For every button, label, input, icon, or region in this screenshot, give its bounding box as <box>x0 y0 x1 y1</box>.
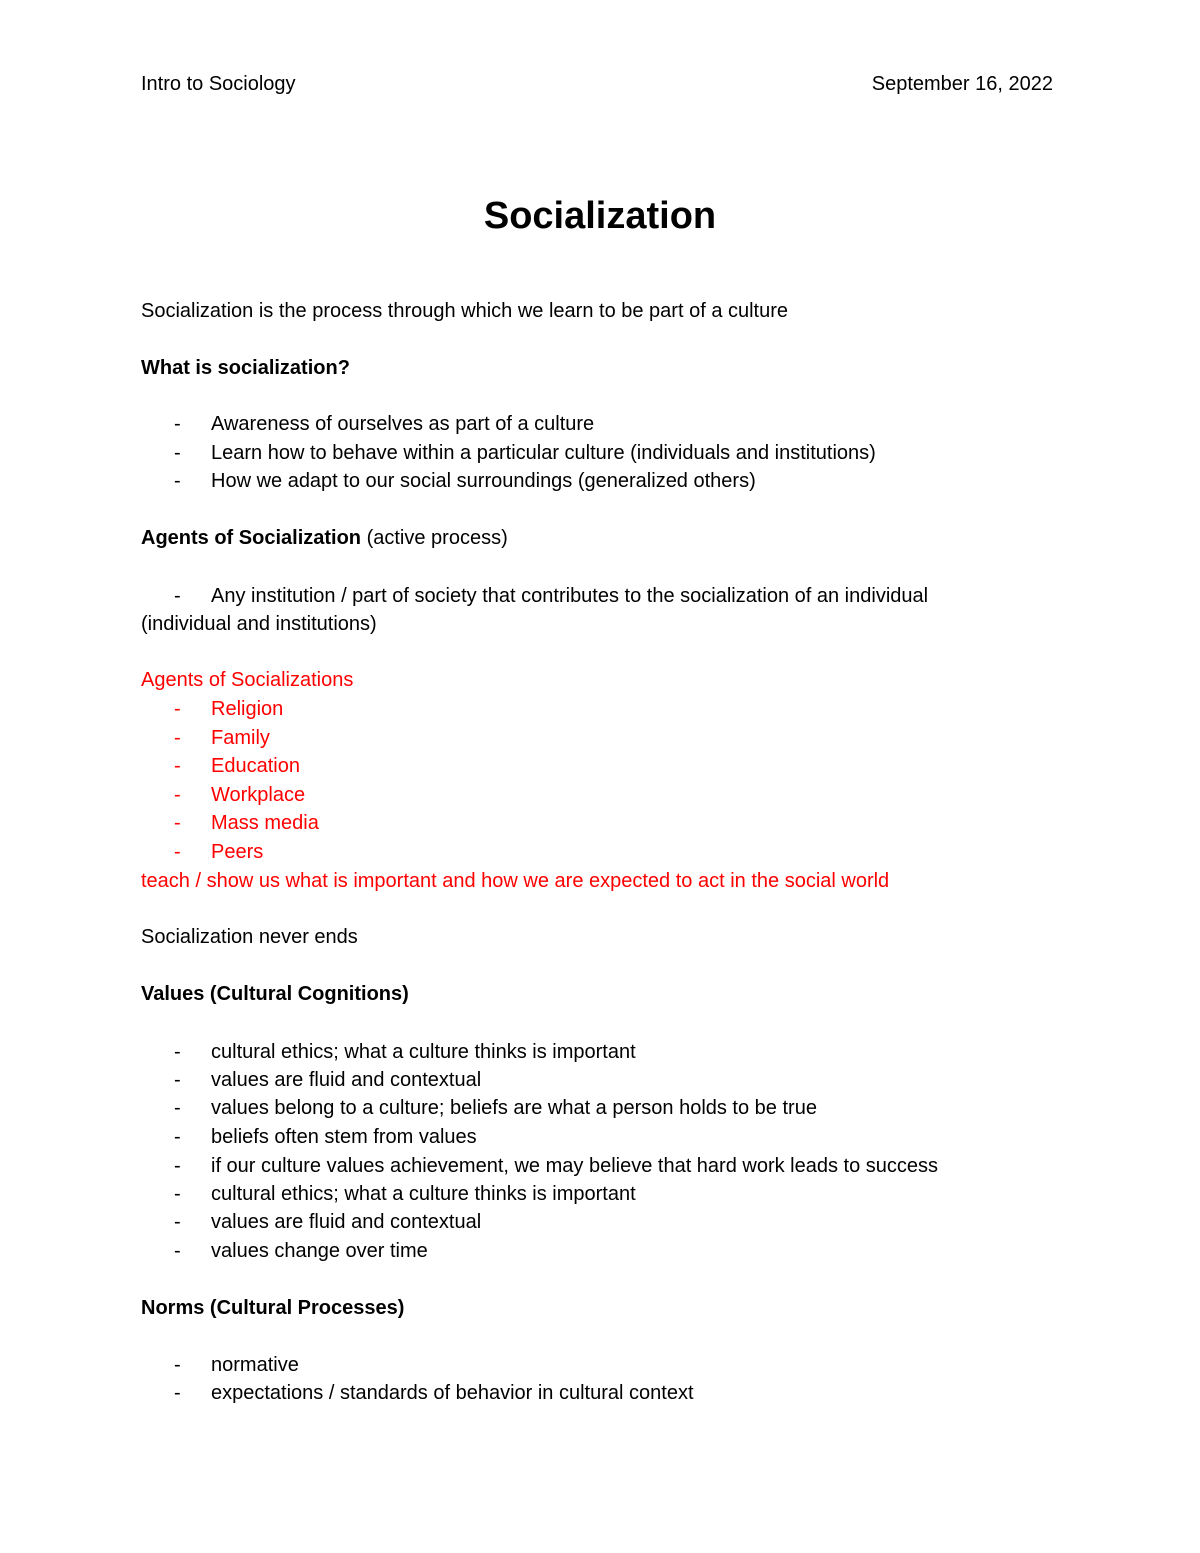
bullet-dash: - <box>174 841 181 863</box>
list-item-text: values belong to a culture; beliefs are what a person holds to be true <box>211 1097 817 1119</box>
list-item-text: values change over time <box>211 1240 428 1262</box>
agent-item: Mass media <box>211 812 319 834</box>
bullet-dash: - <box>174 1126 181 1148</box>
list-item-text: expectations / standards of behavior in cultural context <box>211 1382 694 1404</box>
agents-summary: teach / show us what is important and how we are expected to act in the social world <box>141 870 890 892</box>
bullet-dash: - <box>174 1155 181 1177</box>
bullet-dash: - <box>174 1069 181 1091</box>
bullet-dash: - <box>174 442 181 464</box>
list-item-continuation: (individual and institutions) <box>141 613 377 635</box>
bullet-dash: - <box>174 1382 181 1404</box>
bullet-dash: - <box>174 470 181 492</box>
bullet-dash: - <box>174 784 181 806</box>
bullet-dash: - <box>174 755 181 777</box>
bullet-dash: - <box>174 1354 181 1376</box>
list-item-text: Awareness of ourselves as part of a culture <box>211 413 595 435</box>
list-item-text: Learn how to behave within a particular culture (individuals and institutions) <box>211 442 876 464</box>
section-heading-what-is: What is socialization? <box>141 357 350 379</box>
section-heading-norms: Norms (Cultural Processes) <box>141 1297 405 1319</box>
bullet-dash: - <box>174 1183 181 1205</box>
list-item-text: cultural ethics; what a culture thinks is important <box>211 1041 636 1063</box>
agent-item: Religion <box>211 698 284 720</box>
never-ends-paragraph: Socialization never ends <box>141 926 358 948</box>
bullet-dash: - <box>174 1240 181 1262</box>
list-item-text: cultural ethics; what a culture thinks is important <box>211 1183 636 1205</box>
list-item-text: How we adapt to our social surroundings (generalized others) <box>211 470 756 492</box>
bullet-dash: - <box>174 413 181 435</box>
list-item-text: if our culture values achievement, we may believe that hard work leads to success <box>211 1155 939 1177</box>
list-item-text: beliefs often stem from values <box>211 1126 477 1148</box>
section-heading-values: Values (Cultural Cognitions) <box>141 983 409 1005</box>
agent-item: Education <box>211 755 300 777</box>
list-item-text: values are fluid and contextual <box>211 1211 482 1233</box>
bullet-dash: - <box>174 698 181 720</box>
list-item-text: values are fluid and contextual <box>211 1069 482 1091</box>
agents-list-heading: Agents of Socializations <box>141 669 354 691</box>
header-date: September 16, 2022 <box>871 73 1053 95</box>
intro-paragraph: Socialization is the process through which we learn to be part of a culture <box>141 300 789 322</box>
bullet-dash: - <box>174 727 181 749</box>
agent-item: Workplace <box>211 784 306 806</box>
bullet-dash: - <box>174 1211 181 1233</box>
agent-item: Peers <box>211 841 264 863</box>
header-course: Intro to Sociology <box>141 73 296 95</box>
agents-heading-note: (active process) <box>361 527 508 549</box>
agents-heading-bold: Agents of Socialization <box>141 527 362 549</box>
bullet-dash: - <box>174 585 181 607</box>
agent-item: Family <box>211 727 270 749</box>
bullet-dash: - <box>174 1097 181 1119</box>
list-item-text: Any institution / part of society that contributes to the socialization of an individual <box>211 585 929 607</box>
section-heading-agents <box>141 524 508 552</box>
list-item-text: normative <box>211 1354 299 1376</box>
page-title: Socialization <box>483 195 717 237</box>
bullet-dash: - <box>174 1041 181 1063</box>
bullet-dash: - <box>174 812 181 834</box>
